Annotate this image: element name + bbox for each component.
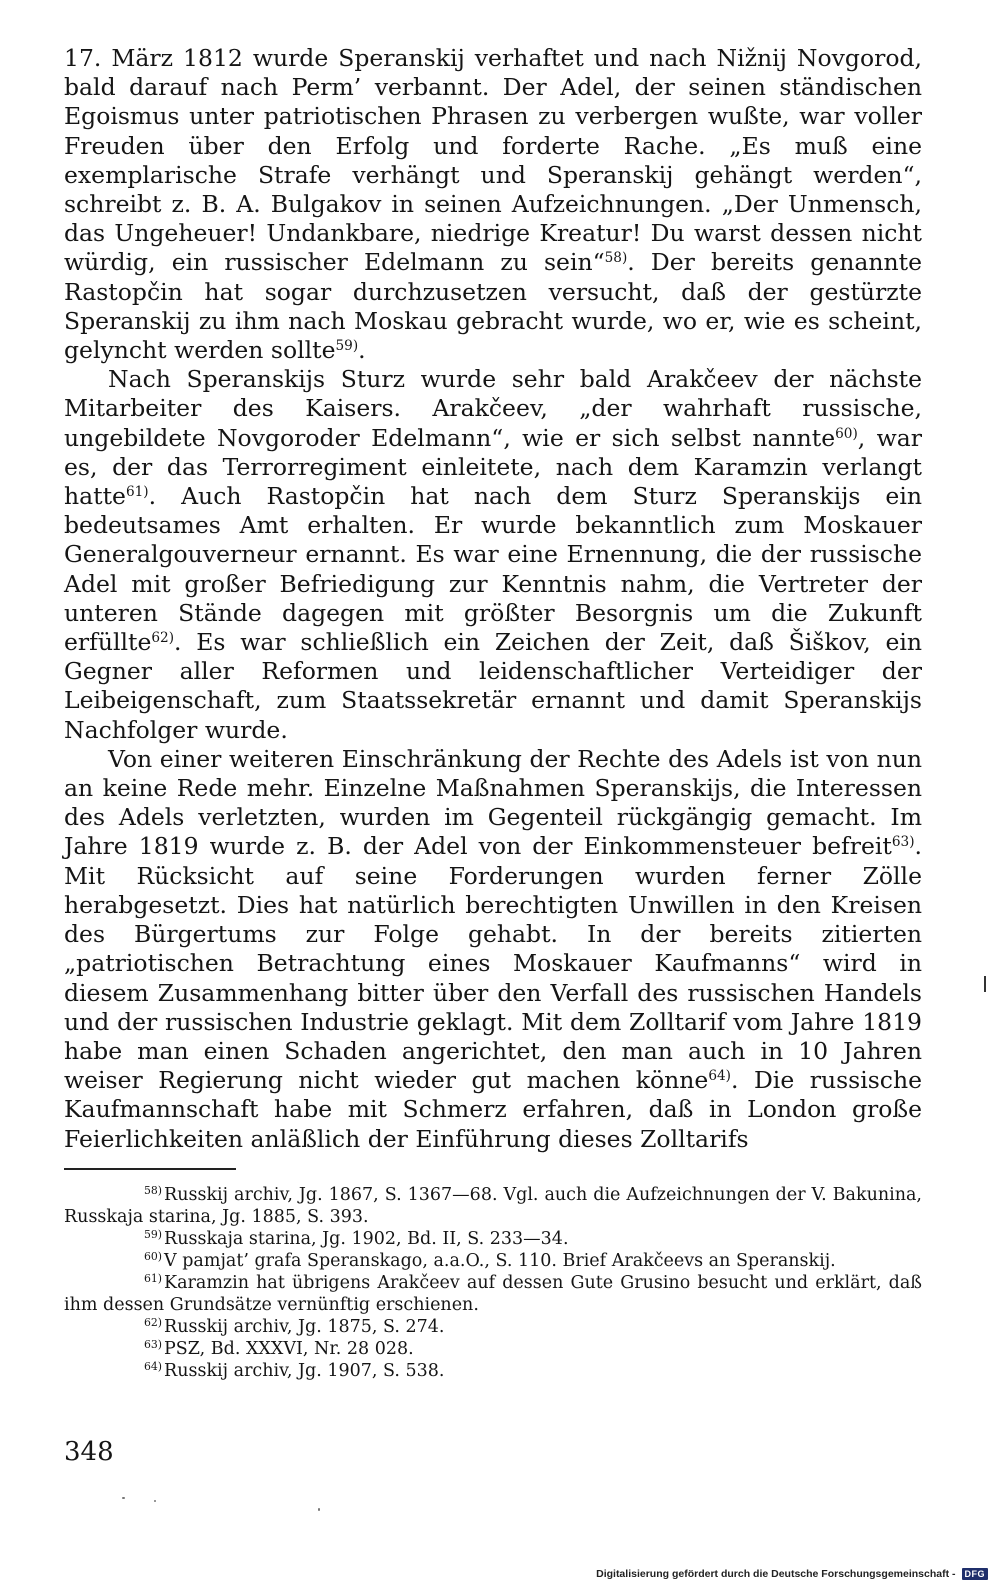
footnote-ref-58[interactable]: 58) (604, 250, 628, 267)
footnote-60 (64, 1250, 922, 1272)
paragraph-3-text-a: Von einer weiteren Einschränkung der Rechte des Adels ist von nun an keine Rede mehr. Einzelne Maßnahmen Speranskijs, die Interessen des Adels verletzten, wurden im Gegenteil rückgängig gemacht. Im Jahre 1819 wurde z. B. der Adel von der Einkommensteuer befreit (64, 744, 922, 861)
footnote-58 (64, 1184, 922, 1228)
paragraph-1-text-a: 17. März 1812 wurde Speranskij verhaftet und nach Nižnij Novgorod, bald darauf nach Perm’ verbannt. Der Adel, der seinen ständischen Egoismus unter patriotischen Phrasen zu verbergen wußte, war voller Freuden über den Erfolg und forderte Rache. „Es muß eine exemplarische Strafe verhängt und Speranskij gehängt werden“, schreibt z. B. A. Bulgakov in seinen Aufzeichnungen. „Der Unmensch, das Ungeheuer! Undankbare, niedrige Kreatur! Du warst dessen nicht würdig, ein russischer Edelmann zu sein“ (64, 44, 922, 277)
footnote-number: 59) (144, 1228, 163, 1242)
paragraph-2 (64, 365, 922, 745)
footnote-number: 61) (144, 1272, 163, 1286)
margin-mark (984, 976, 986, 992)
footnote-text: Russkij archiv, Jg. 1907, S. 538. (164, 1361, 445, 1381)
footnote-text: V pamjat’ grafa Speranskago, a.a.O., S. 110. Brief Arakčeevs an Speranskij. (164, 1251, 836, 1271)
footnote-64 (64, 1360, 922, 1382)
footnote-ref-63[interactable]: 63) (891, 834, 915, 851)
footnote-62 (64, 1316, 922, 1338)
paragraph-2-text-c: . Auch Rastopčin hat nach dem Sturz Speranskijs ein bedeutsames Amt erhalten. Er wurde bekanntlich zum Moskauer Generalgouverneur ernannt. Es war eine Ernennung, die der russische Adel mit großer Befriedigung zur Kenntnis nahm, die Vertreter der unteren Stände dagegen mit größter Besorgnis um die Zukunft erfüllte (64, 482, 922, 657)
footnote-63 (64, 1338, 922, 1360)
paragraph-1-text-c: . (358, 336, 366, 365)
scan-speck (122, 1497, 125, 1499)
dfg-logo: DFG (962, 1568, 989, 1580)
footnote-ref-62[interactable]: 62) (151, 629, 175, 646)
scan-speck (318, 1508, 320, 1511)
paragraph-3 (64, 745, 922, 1154)
footnote-number: 63) (144, 1338, 163, 1352)
digitization-credit (596, 1568, 988, 1580)
paragraph-2-text-a: Nach Speranskijs Sturz wurde sehr bald Arakčeev der nächste Mitarbeiter des Kaisers. Arakčeev, „der wahrhaft russische, ungebildete Novgoroder Edelmann“, wie er sich selbst nannte (64, 365, 922, 452)
paragraph-3-text-c: . Die russische Kaufmannschaft habe mit Schmerz erfahren, daß in London große Feierlichkeiten anläßlich der Einführung dieses Zolltarifs (64, 1066, 922, 1153)
footnotes (64, 1184, 922, 1382)
footnote-61 (64, 1272, 922, 1316)
paragraph-1 (64, 44, 922, 365)
footnote-number: 62) (144, 1316, 163, 1330)
credit-text: Digitalisierung gefördert durch die Deutsche Forschungsgemeinschaft - (596, 1568, 956, 1580)
scan-speck (154, 1500, 156, 1502)
main-text (64, 44, 922, 1154)
footnote-text: Russkij archiv, Jg. 1867, S. 1367—68. Vgl. auch die Aufzeichnungen der V. Bakunina, Russkaja starina, Jg. 1885, S. 393. (64, 1185, 922, 1227)
footnote-text: Russkaja starina, Jg. 1902, Bd. II, S. 233—34. (164, 1229, 569, 1249)
footnote-number: 58) (144, 1184, 163, 1198)
paragraph-3-text-b: . Mit Rücksicht auf seine Forderungen wurden ferner Zölle herabgesetzt. Dies hat natürlich berechtigten Unwillen in den Kreisen des Bürgertums zur Folge gehabt. In der bereits zitierten „patriotischen Betrachtung eines Moskauer Kaufmanns“ wird in diesem Zusammenhang bitter über den Verfall des russischen Handels und der russischen Industrie geklagt. Mit dem Zolltarif vom Jahre 1819 habe man einen Schaden angerichtet, den man auch in 10 Jahren weiser Regierung nicht wieder gut machen könne (64, 832, 922, 1095)
paragraph-2-text-b: , war es, der das Terrorregiment einleitete, nach dem Karamzin verlangt hatte (64, 423, 922, 511)
footnote-text: PSZ, Bd. XXXVI, Nr. 28 028. (164, 1339, 414, 1359)
footnote-number: 64) (144, 1360, 163, 1374)
paragraph-1-text-b: . Der bereits genannte Rastopčin hat sogar durchzusetzen versucht, daß der gestürzte Speranskij zu ihm nach Moskau gebracht wurde, wo er, wie es scheint, gelyncht werden sollte (64, 248, 922, 365)
page-number: 348 (64, 1437, 114, 1467)
footnote-number: 60) (144, 1250, 163, 1264)
footnote-59 (64, 1228, 922, 1250)
footnote-ref-61[interactable]: 61) (125, 483, 149, 500)
footnote-ref-60[interactable]: 60) (835, 425, 858, 442)
footnote-text: Russkij archiv, Jg. 1875, S. 274. (164, 1317, 445, 1337)
footnote-divider (64, 1168, 236, 1170)
footnote-text: Karamzin hat übrigens Arakčeev auf dessen Gute Grusino besucht und erklärt, daß ihm dessen Grundsätze vernünftig erschienen. (64, 1273, 922, 1315)
footnote-ref-59[interactable]: 59) (335, 337, 359, 354)
paragraph-2-text-d: . Es war schließlich ein Zeichen der Zeit, daß Šiškov, ein Gegner aller Reformen und leidenschaftlicher Verteidiger der Leibeigenschaft, zum Staatssekretär ernannt und damit Speranskijs Nachfolger wurde. (64, 628, 922, 744)
footnote-ref-64[interactable]: 64) (708, 1067, 731, 1084)
